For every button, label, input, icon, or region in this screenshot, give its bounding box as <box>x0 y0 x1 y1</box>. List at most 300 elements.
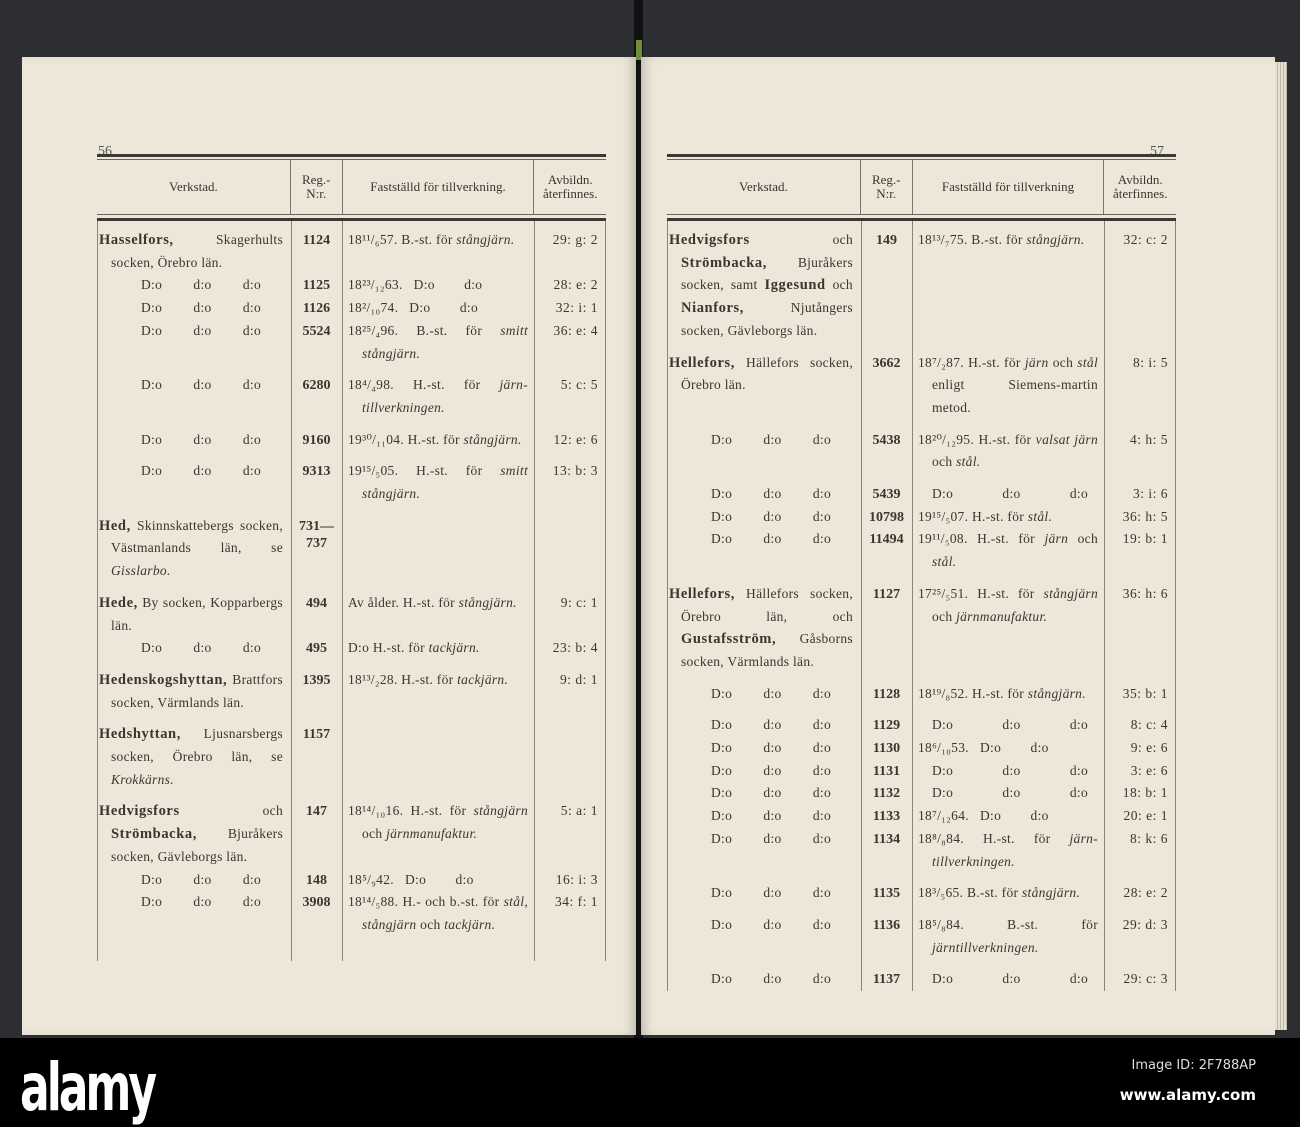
registration-number: 148 <box>306 872 327 888</box>
ditto-mark: d:o <box>242 894 261 910</box>
manufacture-description <box>342 460 534 505</box>
illustration-reference: 20: e: 1 <box>1123 808 1168 824</box>
ditto-mark: D:o <box>141 894 163 910</box>
workshop-name <box>667 506 861 529</box>
registration-number: 731— 737 <box>299 518 334 551</box>
ditto-marks <box>681 506 853 529</box>
ditto-mark: D:o <box>711 885 733 901</box>
text: enligt Siemens-martin metod. <box>932 354 1102 415</box>
text: Bjuråkers socken, Gävleborgs län. <box>111 826 283 864</box>
illustration-reference: 29: c: 3 <box>1123 971 1168 987</box>
table-row <box>97 515 606 583</box>
bold-text: Nianfors, <box>681 300 744 317</box>
ditto-mark: d:o <box>1069 717 1088 733</box>
ditto-marks <box>111 429 283 452</box>
ditto-mark: D:o <box>141 300 163 316</box>
registration-number: 1395 <box>302 672 331 688</box>
registration-number: 1136 <box>872 917 901 933</box>
ditto-mark: d:o <box>812 486 831 502</box>
ditto-marks <box>932 968 1098 991</box>
table-row <box>97 429 606 452</box>
registration-number: 1130 <box>872 741 901 757</box>
workshop-name <box>667 968 861 991</box>
text: och <box>362 803 532 842</box>
bold-text: Hedvigsfors <box>99 803 180 820</box>
workshop-name <box>97 460 291 505</box>
text: och <box>179 803 283 819</box>
registration-number: 1126 <box>302 301 331 317</box>
workshop-name <box>97 592 291 637</box>
illustration-reference: 29: d: 3 <box>1122 916 1168 932</box>
text: 18¹³/₇75. B.-st. för <box>918 232 1027 247</box>
table-row <box>667 429 1176 474</box>
ditto-mark: d:o <box>812 830 831 846</box>
table-row <box>667 914 1176 959</box>
ditto-mark: D:o <box>141 377 163 393</box>
register-table-left <box>97 154 606 937</box>
table-body <box>97 221 606 937</box>
bold-text: Strömbacka, <box>111 826 197 843</box>
illustration-reference: 19: b: 1 <box>1122 531 1168 547</box>
ditto-mark: d:o <box>242 431 261 447</box>
manufacture-description <box>912 714 1104 737</box>
ditto-marks <box>111 374 283 397</box>
workshop-name <box>97 515 291 583</box>
ditto-mark: d:o <box>193 300 212 316</box>
table-row <box>667 352 1176 420</box>
ditto-mark: d:o <box>812 885 831 901</box>
ditto-marks <box>681 528 853 551</box>
ditto-mark: D:o <box>711 830 733 846</box>
ditto-mark: D:o <box>711 808 733 824</box>
italic-text: järn-tillverkningen. <box>362 377 528 415</box>
ditto-mark: d:o <box>1002 762 1021 778</box>
table-row <box>97 460 606 505</box>
ditto-mark: d:o <box>1069 762 1088 778</box>
ditto-marks <box>111 297 283 320</box>
ditto-mark: d:o <box>242 277 261 293</box>
table-row <box>667 583 1176 674</box>
ditto-mark: d:o <box>1069 971 1088 987</box>
italic-text: stångjärn. <box>1027 685 1086 701</box>
ditto-mark: d:o <box>242 300 261 316</box>
text: Brattfors socken, Värmlands län. <box>111 671 283 710</box>
column-header: Verkstad. <box>667 160 861 214</box>
column-header: Avbildn. återfinnes. <box>542 172 598 201</box>
workshop-name <box>667 528 861 573</box>
text: 18⁵/₈84. B.-st. för <box>918 916 1102 932</box>
registration-number: 3662 <box>872 355 901 371</box>
illustration-reference: 5: a: 1 <box>560 803 598 819</box>
ditto-mark: D:o <box>711 508 733 524</box>
table-row <box>97 637 606 660</box>
italic-text: stål, stångjärn <box>362 894 532 932</box>
table-body <box>667 221 1176 991</box>
illustration-reference: 8: c: 4 <box>1130 717 1168 733</box>
bold-text: Strömbacka, <box>681 254 767 271</box>
registration-number: 494 <box>306 595 327 611</box>
column-header: Verkstad. <box>97 160 291 214</box>
manufacture-description <box>912 914 1104 959</box>
registration-number: 1134 <box>872 831 901 847</box>
ditto-marks <box>932 760 1098 783</box>
bold-text: Hedenskogshyttan, <box>99 671 228 688</box>
bold-text: Hedvigsfors <box>669 232 750 248</box>
registration-number: 9313 <box>302 464 331 480</box>
table-row <box>97 374 606 419</box>
italic-text: stål. <box>956 454 981 470</box>
manufacture-description <box>342 374 534 419</box>
italic-text: valsat järn <box>1035 431 1098 447</box>
ditto-mark: d:o <box>242 871 261 887</box>
text: 18⁸/₈84. H.-st. för <box>918 830 1070 846</box>
text: och <box>1048 354 1078 370</box>
ditto-mark: d:o <box>812 971 831 987</box>
ditto-mark: d:o <box>763 971 782 987</box>
text: 19³⁰/₁₁04. H.-st. för <box>348 431 464 447</box>
ditto-marks <box>681 483 853 506</box>
italic-text: stångjärn. <box>463 431 522 447</box>
page-number: 56 <box>98 144 112 159</box>
registration-number: 11494 <box>869 532 904 548</box>
text: D:o H.-st. för <box>348 640 429 656</box>
registration-number: 1127 <box>872 586 901 602</box>
table-row <box>97 800 606 868</box>
italic-text: stångjärn. <box>1022 885 1081 901</box>
ditto-marks <box>681 914 853 937</box>
bold-text: Hellefors, <box>669 585 735 602</box>
ditto-mark: d:o <box>193 322 212 338</box>
ditto-mark: d:o <box>763 685 782 701</box>
illustration-reference: 13: b: 3 <box>552 463 598 479</box>
registration-number: 495 <box>306 641 327 657</box>
ditto-mark: D:o <box>141 431 163 447</box>
italic-text: järnmanufaktur. <box>386 826 478 842</box>
bold-text: Hedshyttan, <box>99 726 181 743</box>
italic-text: Krokkärns. <box>111 771 174 787</box>
italic-text: tackjärn. <box>444 916 496 932</box>
table-row <box>667 782 1176 805</box>
table-row <box>667 683 1176 706</box>
illustration-reference: 32: c: 2 <box>1123 232 1168 247</box>
ditto-marks <box>681 805 853 828</box>
ditto-mark: D:o <box>711 531 733 547</box>
illustration-reference: 35: b: 1 <box>1122 685 1168 701</box>
manufacture-description <box>342 869 534 892</box>
text: Gåsborns socken, Värmlands län. <box>681 631 853 669</box>
workshop-name <box>97 891 291 936</box>
ditto-mark: d:o <box>763 885 782 901</box>
workshop-name <box>667 805 861 828</box>
text: och <box>932 431 1102 470</box>
registration-number: 6280 <box>302 378 331 394</box>
ditto-mark: d:o <box>763 531 782 547</box>
text: 19¹⁵/₅05. H.-st. för <box>348 463 501 479</box>
workshop-name <box>667 483 861 506</box>
ditto-mark: d:o <box>763 486 782 502</box>
text: 18¹¹/₆57. B.-st. för <box>348 232 457 247</box>
text: och <box>749 232 853 247</box>
left-page <box>22 57 636 1035</box>
ditto-marks <box>111 460 283 483</box>
manufacture-description <box>342 274 534 297</box>
table-row <box>667 506 1176 529</box>
table-row <box>97 723 606 791</box>
workshop-name <box>667 352 861 420</box>
column-header: Reg.- N:r. <box>291 160 343 214</box>
workshop-name <box>97 320 291 365</box>
right-page <box>641 57 1275 1035</box>
italic-text: tackjärn. <box>457 671 509 687</box>
ditto-mark: D:o <box>711 717 733 733</box>
italic-text: stål. <box>1027 508 1053 524</box>
registration-number: 1157 <box>302 727 331 743</box>
text: 18³/₅65. B.-st. för <box>918 885 1022 901</box>
ditto-mark: D:o <box>141 640 163 656</box>
ditto-mark: d:o <box>242 377 261 393</box>
ditto-mark: d:o <box>763 740 782 756</box>
ditto-marks <box>681 828 853 851</box>
manufacture-description <box>912 229 1104 343</box>
ditto-mark: D:o <box>932 717 954 733</box>
ditto-marks <box>681 714 853 737</box>
ditto-marks <box>681 737 853 760</box>
text: 18²⁵/₄96. B.-st. för <box>348 322 501 338</box>
registration-number: 1137 <box>872 972 901 988</box>
text: 17²⁵/₅51. H.-st. för <box>918 585 1044 601</box>
table-row <box>667 528 1176 573</box>
table-row <box>667 737 1176 760</box>
stock-footer <box>0 1038 1300 1127</box>
text: Bjuråkers socken, samt <box>681 254 853 293</box>
illustration-reference: 12: e: 6 <box>553 431 598 447</box>
text: Hällefors socken, Örebro län, och <box>681 585 853 624</box>
manufacture-description <box>912 968 1104 991</box>
italic-text: stångjärn. <box>458 594 517 610</box>
table-row <box>97 669 606 714</box>
text: Skinnskattebergs socken, Västmanlands län, se <box>111 517 283 556</box>
registration-number: 5524 <box>302 323 331 339</box>
text: 18⁶/₁₀53. D:o d:o <box>918 740 1049 756</box>
ditto-mark: d:o <box>1069 785 1088 801</box>
ditto-mark: d:o <box>1002 486 1021 502</box>
ditto-marks <box>932 714 1098 737</box>
ditto-mark: D:o <box>932 971 954 987</box>
table-row <box>97 274 606 297</box>
ditto-mark: D:o <box>932 785 954 801</box>
ditto-mark: D:o <box>711 785 733 801</box>
table-header <box>97 160 606 215</box>
workshop-name <box>97 374 291 419</box>
image-id: Image ID: 2F788AP <box>1131 1058 1256 1073</box>
table-row <box>97 320 606 365</box>
ditto-marks <box>111 637 283 660</box>
workshop-name <box>97 637 291 660</box>
ditto-mark: d:o <box>1069 486 1088 502</box>
text: 18²/₁₀74. D:o d:o <box>348 300 479 316</box>
illustration-reference: 9: d: 1 <box>559 671 598 687</box>
manufacture-description <box>912 429 1104 474</box>
italic-text: järn-tillverkningen. <box>932 830 1098 869</box>
workshop-name <box>667 229 861 343</box>
registration-number: 9160 <box>302 432 331 448</box>
italic-text: järntillverkningen. <box>932 939 1039 955</box>
ditto-mark: d:o <box>763 808 782 824</box>
table-row <box>667 229 1176 343</box>
italic-text: stål <box>1077 354 1099 370</box>
italic-text: stångjärn <box>1043 585 1098 601</box>
registration-number: 1132 <box>872 786 901 802</box>
ditto-mark: D:o <box>711 486 733 502</box>
registration-number: 147 <box>306 804 327 820</box>
ditto-marks <box>932 483 1098 506</box>
column-header: Fastställd för tillverkning <box>913 160 1105 214</box>
ditto-marks <box>681 882 853 905</box>
table-row <box>97 869 606 892</box>
bold-text: Hed, <box>99 517 131 534</box>
workshop-name <box>667 760 861 783</box>
italic-text: Gisslarbo. <box>111 563 171 579</box>
ditto-mark: d:o <box>193 463 212 479</box>
table-row <box>97 229 606 274</box>
text: 18⁷/₂87. H.-st. för <box>918 354 1025 370</box>
registration-number: 149 <box>876 233 897 248</box>
manufacture-description <box>912 737 1104 760</box>
page-number: 57 <box>1150 144 1164 159</box>
workshop-name <box>97 800 291 868</box>
registration-number: 5438 <box>872 432 901 448</box>
illustration-reference: 29: g: 2 <box>552 232 598 247</box>
text: och <box>1068 531 1102 547</box>
bold-text: Hede, <box>99 594 138 611</box>
ditto-marks <box>681 968 853 991</box>
registration-number: 1135 <box>872 886 901 902</box>
ditto-mark: d:o <box>763 785 782 801</box>
manufacture-description <box>912 828 1104 873</box>
page-edges <box>1275 62 1287 1030</box>
registration-number: 3908 <box>302 895 331 911</box>
workshop-name <box>667 828 861 873</box>
ditto-mark: d:o <box>193 431 212 447</box>
table-row <box>667 828 1176 873</box>
workshop-name <box>97 669 291 714</box>
workshop-name <box>667 782 861 805</box>
illustration-reference: 23: b: 4 <box>552 640 598 656</box>
alamy-logo: alamy <box>20 1050 154 1127</box>
ditto-mark: d:o <box>812 808 831 824</box>
ditto-mark: d:o <box>193 277 212 293</box>
registration-number: 1131 <box>872 763 901 779</box>
ditto-marks <box>681 683 853 706</box>
text: 18²⁰/₁₂95. H.-st. för <box>918 431 1036 447</box>
workshop-name <box>97 429 291 452</box>
ditto-mark: D:o <box>711 762 733 778</box>
text: 18¹⁴/₁₀16. H.-st. för <box>348 803 474 819</box>
text: 19¹⁵/₅07. H.-st. för <box>918 508 1028 524</box>
ditto-mark: d:o <box>193 377 212 393</box>
bold-text: Iggesund <box>764 277 826 294</box>
ditto-mark: D:o <box>711 916 733 932</box>
illustration-reference: 28: e: 2 <box>1123 885 1168 901</box>
illustration-reference: 32: i: 1 <box>555 300 598 316</box>
ditto-mark: d:o <box>1002 717 1021 733</box>
manufacture-description <box>342 320 534 365</box>
illustration-reference: 16: i: 3 <box>555 871 598 887</box>
registration-number: 5439 <box>872 487 901 503</box>
ditto-mark: d:o <box>812 785 831 801</box>
manufacture-description <box>912 760 1104 783</box>
table-row <box>97 297 606 320</box>
manufacture-description <box>342 669 534 714</box>
manufacture-description <box>912 882 1104 905</box>
italic-text: järn <box>1024 354 1049 370</box>
workshop-name <box>667 914 861 959</box>
ditto-mark: d:o <box>242 463 261 479</box>
manufacture-description <box>912 528 1104 573</box>
ditto-mark: d:o <box>193 640 212 656</box>
manufacture-description <box>912 352 1104 420</box>
ditto-mark: d:o <box>812 717 831 733</box>
ditto-mark: d:o <box>812 740 831 756</box>
text: Ljusnarsbergs socken, Örebro län, se <box>111 726 283 765</box>
ditto-mark: d:o <box>242 640 261 656</box>
manufacture-description <box>342 592 534 637</box>
italic-text: tackjärn. <box>428 640 480 656</box>
text: Skagerhults socken, Örebro län. <box>111 232 283 270</box>
manufacture-description <box>342 800 534 868</box>
manufacture-description <box>342 515 534 583</box>
text: och <box>825 277 853 293</box>
ditto-mark: D:o <box>141 871 163 887</box>
italic-text: stål. <box>932 554 957 570</box>
manufacture-description <box>912 483 1104 506</box>
ditto-mark: d:o <box>812 531 831 547</box>
illustration-reference: 8: k: 6 <box>1129 830 1168 846</box>
text: och <box>416 916 445 932</box>
text: 18¹³/₂28. H.-st. för <box>348 671 458 687</box>
ditto-marks <box>111 274 283 297</box>
workshop-name <box>667 583 861 674</box>
column-header: Avbildn. återfinnes. <box>1112 172 1168 201</box>
manufacture-description <box>342 891 534 936</box>
table-row <box>667 760 1176 783</box>
column-header: Reg.- N:r. <box>861 160 913 214</box>
illustration-reference: 36: h: 5 <box>1122 508 1168 524</box>
table-row <box>667 968 1176 991</box>
workshop-name <box>667 683 861 706</box>
manufacture-description <box>912 782 1104 805</box>
text: 18⁷/₁₂64. D:o d:o <box>918 808 1049 824</box>
table-header <box>667 160 1176 215</box>
ditto-marks <box>681 429 853 452</box>
italic-text: järn <box>1044 531 1069 547</box>
ditto-mark: d:o <box>242 322 261 338</box>
text: 18⁵/₉42. D:o d:o <box>348 871 474 887</box>
manufacture-description <box>342 297 534 320</box>
workshop-name <box>667 737 861 760</box>
ditto-mark: D:o <box>141 277 163 293</box>
illustration-reference: 36: h: 6 <box>1122 585 1168 601</box>
illustration-reference: 34: f: 1 <box>555 894 598 910</box>
ditto-mark: D:o <box>932 762 954 778</box>
registration-number: 1133 <box>872 809 901 825</box>
illustration-reference: 8: i: 5 <box>1132 354 1168 370</box>
text: och <box>932 585 1102 624</box>
manufacture-description <box>342 723 534 791</box>
ditto-marks <box>111 891 283 914</box>
registration-number: 1124 <box>302 233 331 248</box>
text: Av ålder. H.-st. för <box>348 594 459 610</box>
